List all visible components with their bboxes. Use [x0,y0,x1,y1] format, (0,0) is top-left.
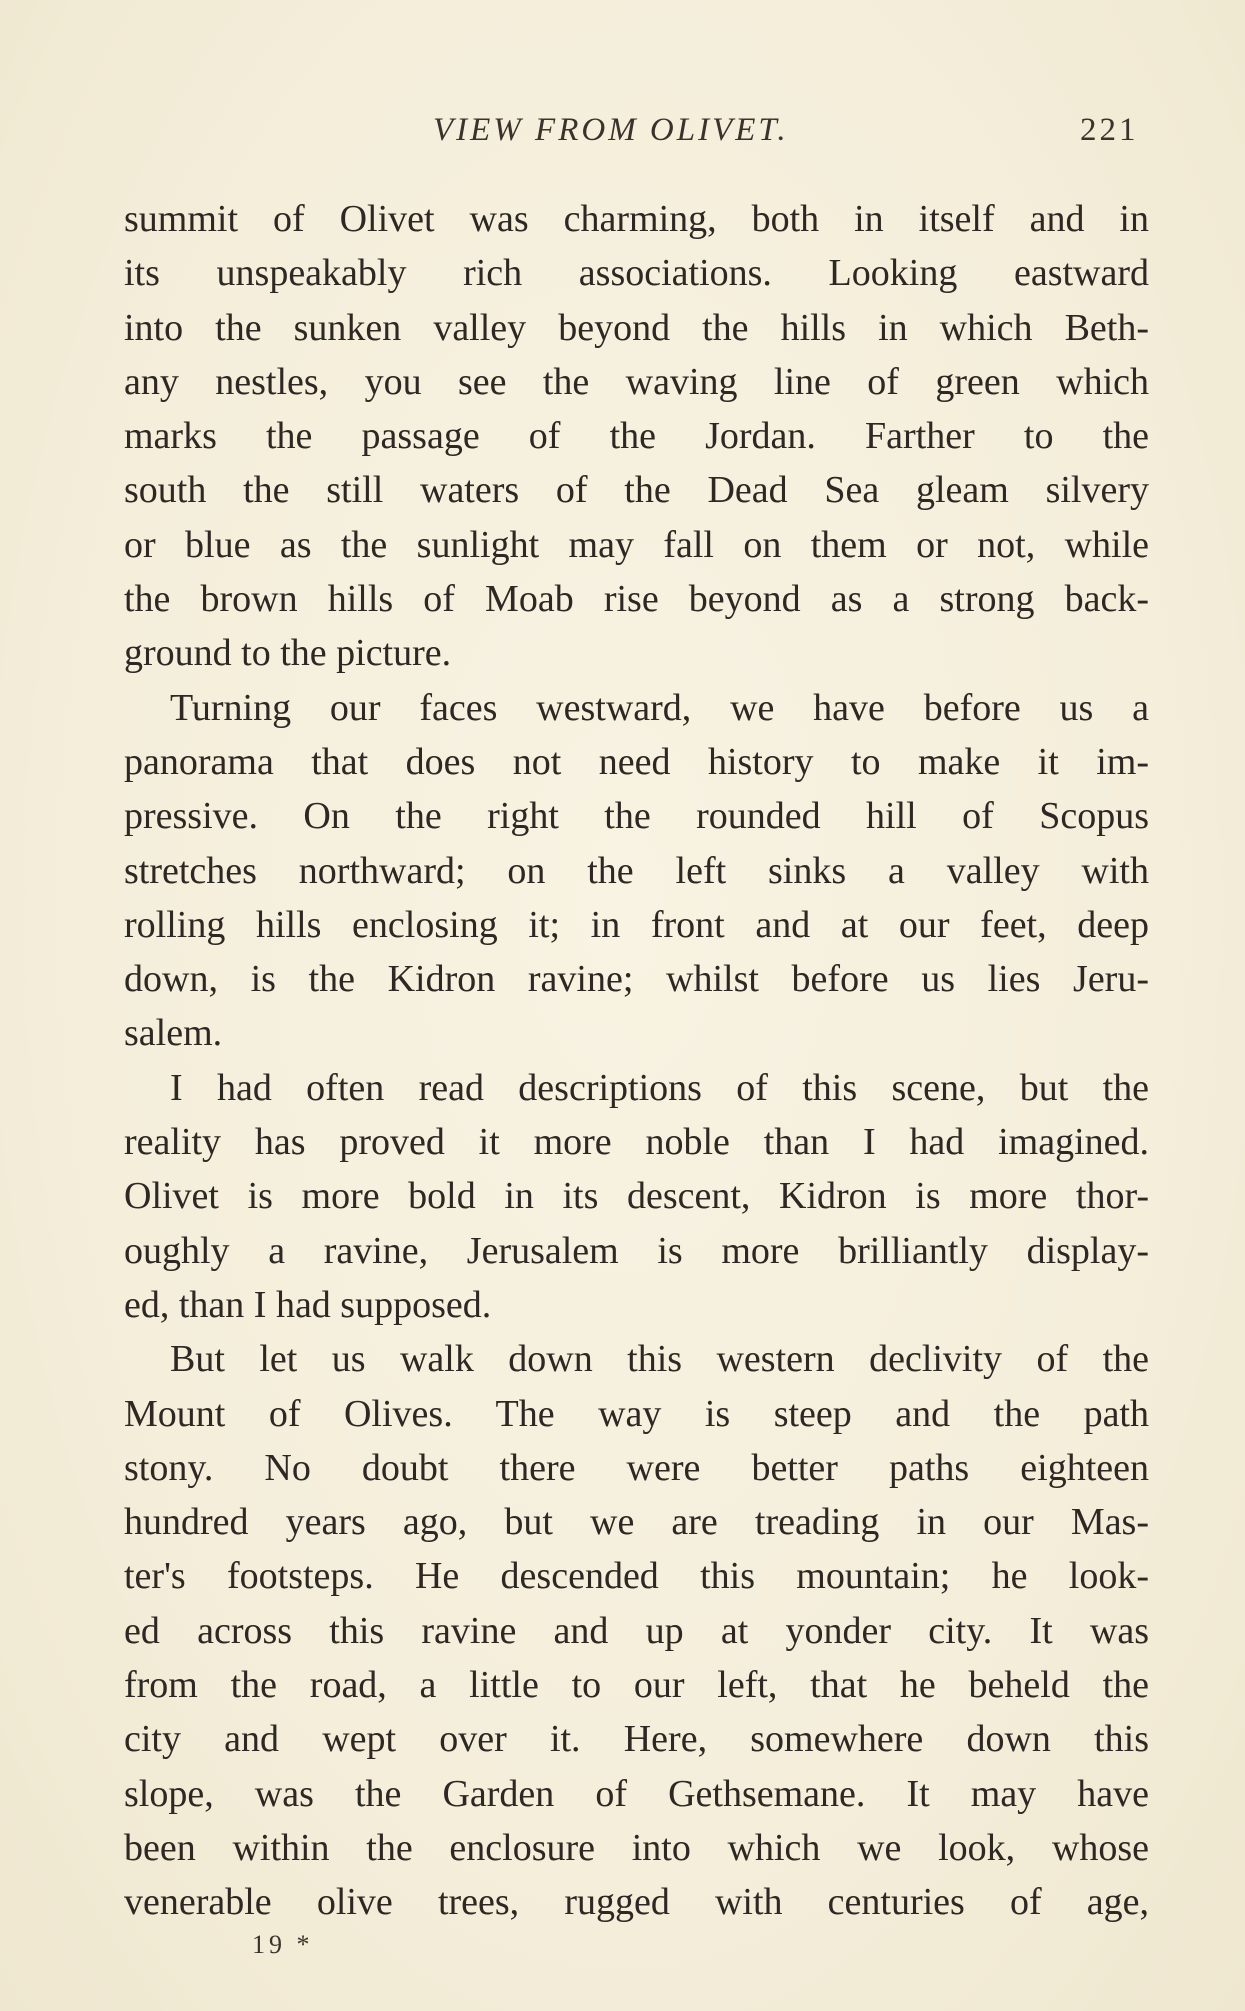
text-line: stretches northward; on the left sinks a valley with [124,849,1149,892]
text-line: ter's footsteps. He descended this mountain; he look- [124,1555,1149,1598]
running-head [0,112,1245,162]
body-text [124,192,1149,1930]
text-line: slope, was the Garden of Gethsemane. It may have [124,1772,1149,1815]
text-line: ed across this ravine and up at yonder city. It was [124,1609,1149,1652]
text-line: its unspeakably rich associations. Looking eastward [124,252,1149,295]
text-line: from the road, a little to our left, that he beheld the [124,1664,1149,1707]
paragraph-start-line: Turning our faces westward, we have before us a [170,686,1149,729]
text-line: marks the passage of the Jordan. Farther to the [124,415,1149,458]
text-line: stony. No doubt there were better paths eighteen [124,1446,1149,1489]
text-line: been within the enclosure into which we look, whose [124,1826,1149,1869]
text-line: ed, than I had supposed. [124,1283,492,1326]
text-line: into the sunken valley beyond the hills in which Beth- [124,306,1149,349]
text-line: salem. [124,1012,223,1055]
text-line: hundred years ago, but we are treading in our Mas- [124,1501,1149,1544]
text-line: summit of Olivet was charming, both in itself and in [124,198,1149,240]
text-line: any nestles, you see the waving line of green which [124,360,1149,403]
text-line: Olivet is more bold in its descent, Kidron is more thor- [124,1175,1149,1218]
text-line: pressive. On the right the rounded hill of Scopus [124,795,1149,838]
text-line: Mount of Olives. The way is steep and the path [124,1392,1149,1435]
paragraph-start-line: I had often read descriptions of this scene, but the [170,1066,1149,1109]
text-line: reality has proved it more noble than I had imagined. [124,1121,1149,1164]
text-line: or blue as the sunlight may fall on them or not, while [124,523,1149,566]
text-line: the brown hills of Moab rise beyond as a strong back- [124,578,1149,621]
text-line: down, is the Kidron ravine; whilst before us lies Jeru- [124,958,1149,1001]
text-line: oughly a ravine, Jerusalem is more brilliantly display- [124,1229,1149,1272]
signature-mark: 19 * [252,1930,314,1959]
running-title: VIEW FROM OLIVET. [433,112,789,148]
text-line: ground to the picture. [124,632,452,675]
text-line: venerable olive trees, rugged with centuries of age, [124,1881,1149,1924]
text-line: south the still waters of the Dead Sea gleam silvery [124,469,1149,512]
page-number: 221 [1080,112,1139,148]
text-line: city and wept over it. Here, somewhere down this [124,1718,1149,1761]
text-line: panorama that does not need history to make it im- [124,740,1149,783]
paragraph-start-line: But let us walk down this western declivity of the [170,1338,1149,1381]
text-line: rolling hills enclosing it; in front and at our feet, deep [124,903,1149,946]
